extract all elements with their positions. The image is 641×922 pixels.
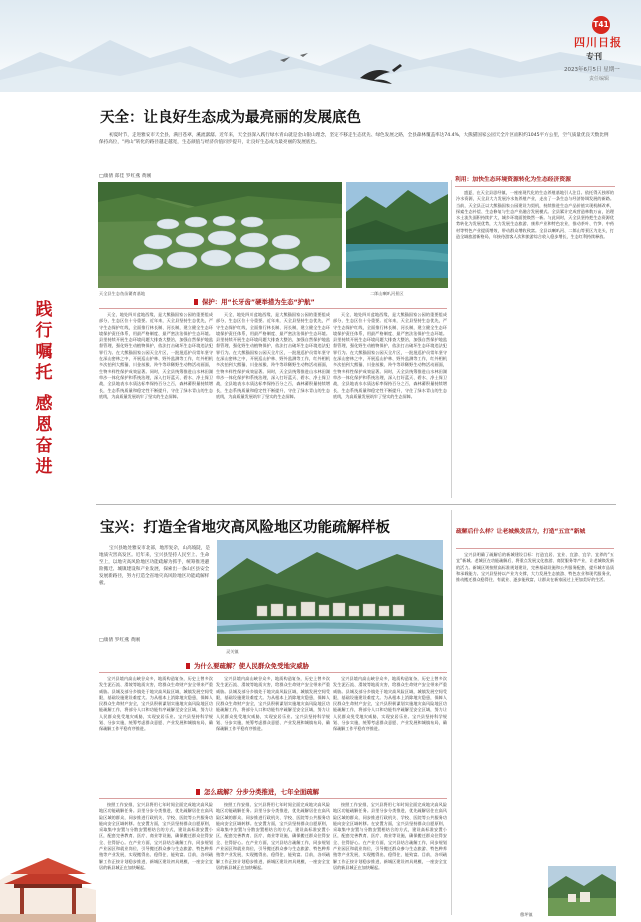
article1-byline: □康倩 郑佳 罗红燕 黄刚: [99, 174, 152, 179]
article1-column-3: 天全，地处四川盆地西缘，是大熊猫国家公园的重要组成部分，生态区位十分重要。近年来，天全县坚持生态优先，严守生态保护红线，全面推行林长制、河长制，建立健全生态环境保护责任体系，用最严格制度、最严密法治保护生态环境。县里持续开展生态环境问题大排查大整治，加强自然保护地监督管理，强化野生动植物保护，依法打击破坏生态环境违法犯罪行为。在大熊猫国家公园天全片区，一批批巡护员常年坚守在深山密林之中，开展巡山护林、野外监测等工作，红外相机多次拍到大熊猫、川金丝猴、羚牛等珍稀野生动物活动画面，生物多样性保护成效显著。同时，天全县统筹推进山水林田湖草沙一体化保护和系统治理，深入打好蓝天、碧水、净土保卫战，全县地表水水质达标率保持百分之百，森林蓄积量持续增长，生态系统质量和稳定性不断提升，守住了绿水青山的生态底线，为高质量发展筑牢了坚实的生态屏障。: [333, 312, 447, 399]
article1-subheading-protect: 保护：用“长牙齿”硬举措为生态“护航”: [194, 296, 394, 308]
slogan-char: 托: [35, 363, 53, 383]
article1-photo-right-caption: 二郎山喇叭河景区: [370, 291, 404, 296]
article2-subheading-how: 怎么疏解？分步分类推进，七年全面疏解: [196, 786, 416, 798]
article1-headline: 天全：让良好生态成为最亮丽的发展底色: [100, 110, 361, 126]
article2-why-column-1: 宝兴县境内高山峡谷众多，地质构造复杂，历史上曾多次发生泥石流、滑坡等地质灾害，给群众生命财产安全带来严重威胁。县城及部分乡镇处于地灾高风险区域，城镇发展空间受限，基础设施建设难度大。为从根本上消除地灾隐患，保障人民群众生命财产安全，宝兴县积极谋划实施地灾高风险地区功能疏解工作，将部分人口和功能有序疏解至安全区域，努力让人民群众免受地灾威胁，实现安居乐业。宝兴县坚持科学规划、分步实施，统筹考虑群众意愿、产业发展和城镇布局，确保疏解工作平稳有序推进。: [99, 676, 213, 732]
slogan-char: 奋: [35, 436, 53, 456]
article2-photo-town: [217, 540, 443, 646]
article1-photo-left-caption: 天全县生态鱼苗繁育基地: [99, 291, 146, 296]
slogan-char: 恩: [35, 415, 53, 435]
slogan-char: 行: [35, 321, 53, 341]
article2-headline: 宝兴：打造全省地灾高风险地区功能疏解样板: [100, 520, 390, 536]
article2-how-column-2: 按照工作安排，宝兴县将用七年时间全面完成地灾高风险地区功能疏解任务。县里分步分类推进，优先疏解居住在高风险区域的群众，同步推进行政机关、学校、医院等公共服务功能向安全区域转移。在安置方面，宝兴县坚持群众自愿原则，采取集中安置与分散安置相结合的方式，建设高标准安置小区，配套完善教育、医疗、商业等设施，确保搬迁群众住得安全、住得舒心。在产业方面，宝兴县结合疏解工作，同步规划产业园区和就业岗位，引导搬迁群众参与生态旅游、特色种养殖等产业发展，实现搬得出、稳得住、能致富。目前，各项疏解工作正按计划稳步推进，新城区建设初具规模，一座安全宜居的新县城正在加快崛起。: [216, 802, 330, 870]
article1-side-title: 利用：加快生态环境资源转化为生态经济资源: [455, 177, 571, 183]
article2-subheading-why: 为什么要疏解？使人民群众免受地灾威胁: [186, 660, 406, 672]
article2-how-column-1: 按照工作安排，宝兴县将用七年时间全面完成地灾高风险地区功能疏解任务。县里分步分类推进，优先疏解居住在高风险区域的群众，同步推进行政机关、学校、医院等公共服务功能向安全区域转移。在安置方面，宝兴县坚持群众自愿原则，采取集中安置与分散安置相结合的方式，建设高标准安置小区，配套完善教育、医疗、商业等设施，确保搬迁群众住得安全、住得舒心。在产业方面，宝兴县结合疏解工作，同步规划产业园区和就业岗位，引导搬迁群众参与生态旅游、特色种养殖等产业发展，实现搬得出、稳得住、能致富。目前，各项疏解工作正按计划稳步推进，新城区建设初具规模，一座安全宜居的新县城正在加快崛起。: [99, 802, 213, 870]
edition-date: 2023年6月5日 星期一: [564, 67, 620, 73]
paper-name: 四川日报: [574, 36, 622, 49]
edition-type: 专刊: [586, 52, 602, 61]
vertical-slogan: [32, 300, 56, 478]
article2-why-column-3: 宝兴县境内高山峡谷众多，地质构造复杂，历史上曾多次发生泥石流、滑坡等地质灾害，给群众生命财产安全带来严重威胁。县城及部分乡镇处于地灾高风险区域，城镇发展空间受限，基础设施建设难度大。为从根本上消除地灾隐患，保障人民群众生命财产安全，宝兴县积极谋划实施地灾高风险地区功能疏解工作，将部分人口和功能有序疏解至安全区域，努力让人民群众免受地灾威胁，实现安居乐业。宝兴县坚持科学规划、分步实施，统筹考虑群众意愿、产业发展和城镇布局，确保疏解工作平稳有序推进。: [333, 676, 447, 732]
article1-lede: 初夏时节，走进雅安市天全县，满目苍翠，溪流潺潺。近年来，天全县深入践行绿水青山就是金山银山理念，坚定不移走生态优先、绿色发展之路，全县森林覆盖率达74.4%，大熊猫国家公园天全片区面积约1045平方公里，空气质量优良天数比例保持高位，“两山”转化的路径越走越宽，生态颜值与经济价值同步提升，让良好生态成为最亮丽的发展底色。: [99, 133, 609, 145]
page-number-badge: T41: [592, 16, 610, 34]
article2-side-title: 疏解后什么样？让老城焕发活力，打造“五宜”新城: [456, 529, 586, 535]
slogan-char: 践: [35, 300, 53, 320]
pavilion-illustration: [0, 820, 96, 922]
article1-column-1: 天全，地处四川盆地西缘，是大熊猫国家公园的重要组成部分，生态区位十分重要。近年来，天全县坚持生态优先，严守生态保护红线，全面推行林长制、河长制，建立健全生态环境保护责任体系，用最严格制度、最严密法治保护生态环境。县里持续开展生态环境问题大排查大整治，加强自然保护地监督管理，强化野生动植物保护，依法打击破坏生态环境违法犯罪行为。在大熊猫国家公园天全片区，一批批巡护员常年坚守在深山密林之中，开展巡山护林、野外监测等工作，红外相机多次拍到大熊猫、川金丝猴、羚牛等珍稀野生动物活动画面，生物多样性保护成效显著。同时，天全县统筹推进山水林田湖草沙一体化保护和系统治理，深入打好蓝天、碧水、净土保卫战，全县地表水水质达标率保持百分之百，森林蓄积量持续增长，生态系统质量和稳定性不断提升，守住了绿水青山的生态底线，为高质量发展筑牢了坚实的生态屏障。: [99, 312, 213, 399]
slogan-char: 嘱: [35, 342, 53, 362]
masthead: [0, 0, 641, 92]
edition-editor: 责任编辑: [589, 76, 610, 82]
article1-photo-lake: [346, 182, 448, 288]
article2-side-text: 宝兴县明确了疏解后的新城建设目标：打造宜居、宜业、宜游、宜学、宜养的“五宜”新城。老城区在功能疏解后，将重点发展文化旅游、商贸服务等产业，让老城焕发新的活力。新城区则按照高标准规划建设，完善基础设施和公共服务配套，提升城市品质和承载能力。宝兴县坚持以产业为支撑，大力发展生态旅游、特色农业和现代服务业，推动搬迁群众稳得住、有就业、逐步能致富，让群众在新家园过上更加美好的生活。: [456, 552, 614, 583]
article2-photo-small-caption: 穆坪镇: [520, 912, 533, 917]
article2-how-column-3: 按照工作安排，宝兴县将用七年时间全面完成地灾高风险地区功能疏解任务。县里分步分类推进，优先疏解居住在高风险区域的群众，同步推进行政机关、学校、医院等公共服务功能向安全区域转移。在安置方面，宝兴县坚持群众自愿原则，采取集中安置与分散安置相结合的方式，建设高标准安置小区，配套完善教育、医疗、商业等设施，确保搬迁群众住得安全、住得舒心。在产业方面，宝兴县结合疏解工作，同步规划产业园区和就业岗位，引导搬迁群众参与生态旅游、特色种养殖等产业发展，实现搬得出、稳得住、能致富。目前，各项疏解工作正按计划稳步推进，新城区建设初具规模，一座安全宜居的新县城正在加快崛起。: [333, 802, 447, 870]
article2-why-column-2: 宝兴县境内高山峡谷众多，地质构造复杂，历史上曾多次发生泥石流、滑坡等地质灾害，给群众生命财产安全带来严重威胁。县城及部分乡镇处于地灾高风险区域，城镇发展空间受限，基础设施建设难度大。为从根本上消除地灾隐患，保障人民群众生命财产安全，宝兴县积极谋划实施地灾高风险地区功能疏解工作，将部分人口和功能有序疏解至安全区域，努力让人民群众免受地灾威胁，实现安居乐业。宝兴县坚持科学规划、分步实施，统筹考虑群众意愿、产业发展和城镇布局，确保疏解工作平稳有序推进。: [216, 676, 330, 732]
article2-photo-small: [548, 866, 616, 916]
article1-photo-fish-farm: [98, 182, 342, 288]
article1-side-text: 盛夏，在天全县思经镇，一座座现代化的生态养殖基地引人注目。依托得天独厚的冷水资源，天全县大力发展冷水鱼养殖产业，走出了一条生态与经济协调发展的新路。当前，天全县正以大熊猫国家公园建设为契机，持续推进生态产品价值实现机制改革，探索生态补偿、生态修复与生态产业融合发展模式。全县累计完成营造林数万亩，治理水土流失面积持续扩大，城乡环境面貌焕然一新。与此同时，天全县坚持把生态资源优势转化为发展优势，大力发展生态旅游、康养产业和特色农业，推动茶叶、竹笋、中药材等特色产业提质增效，带动群众增收致富。全县以喇叭河、二郎山等景区为龙头，打造全域旅游新格局，年接待游客人次和旅游综合收入稳步增长，生态红利持续释放。: [456, 190, 614, 240]
slogan-char: 进: [35, 457, 53, 477]
article2-photo-caption: 灵关镇: [226, 649, 239, 654]
article2-lede: 宝兴县地处雅安市北部，地形复杂，山高坡陡，是地质灾害高发区。近年来，宝兴县坚持人民至上、生命至上，以地灾高风险地区功能疏解为抓手，统筹推进避险搬迁、城镇建设和产业发展，探索出一条山区县安全发展新路径，努力打造全省地灾高风险地区功能疏解样板。: [99, 546, 211, 586]
article2-byline: □康倩 罗红燕 黄刚: [99, 638, 141, 643]
slogan-char: 感: [35, 394, 53, 414]
article1-column-2: 天全，地处四川盆地西缘，是大熊猫国家公园的重要组成部分，生态区位十分重要。近年来，天全县坚持生态优先，严守生态保护红线，全面推行林长制、河长制，建立健全生态环境保护责任体系，用最严格制度、最严密法治保护生态环境。县里持续开展生态环境问题大排查大整治，加强自然保护地监督管理，强化野生动植物保护，依法打击破坏生态环境违法犯罪行为。在大熊猫国家公园天全片区，一批批巡护员常年坚守在深山密林之中，开展巡山护林、野外监测等工作，红外相机多次拍到大熊猫、川金丝猴、羚牛等珍稀野生动物活动画面，生物多样性保护成效显著。同时，天全县统筹推进山水林田湖草沙一体化保护和系统治理，深入打好蓝天、碧水、净土保卫战，全县地表水水质达标率保持百分之百，森林蓄积量持续增长，生态系统质量和稳定性不断提升，守住了绿水青山的生态底线，为高质量发展筑牢了坚实的生态屏障。: [216, 312, 330, 399]
